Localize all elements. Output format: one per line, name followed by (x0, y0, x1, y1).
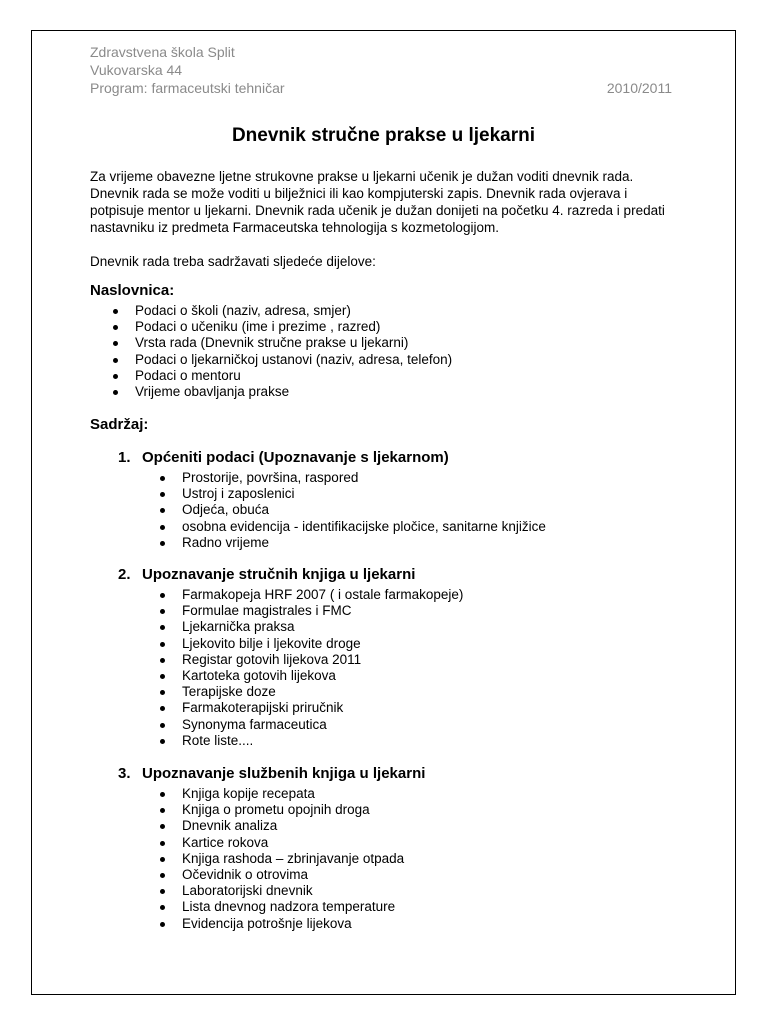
subsection-list (158, 587, 463, 749)
program-line (90, 79, 672, 97)
list-item: Vrijeme obavljanja prakse (111, 384, 452, 400)
list-item: Prostorije, površina, raspored (158, 470, 546, 486)
subsection-heading (118, 566, 415, 583)
school-year: 2010/2011 (606, 80, 672, 96)
list-item: Laboratorijski dnevnik (158, 883, 404, 899)
list-item: Lista dnevnog nadzora temperature (158, 899, 404, 915)
list-item: Knjiga o prometu opojnih droga (158, 802, 404, 818)
school-name: Zdravstvena škola Split (90, 44, 235, 60)
subsection-list (158, 470, 546, 551)
list-item: Farmakoterapijski priručnik (158, 700, 463, 716)
program-name: Program: farmaceutski tehničar (90, 80, 285, 96)
list-item: Podaci o učeniku (ime i prezime , razred) (111, 319, 452, 335)
subsection-title: Upoznavanje službenih knjiga u ljekarni (142, 765, 426, 782)
list-item: Dnevnik analiza (158, 818, 404, 834)
list-item: Registar gotovih lijekova 2011 (158, 652, 463, 668)
list-item: Evidencija potrošnje lijekova (158, 916, 404, 932)
list-item: osobna evidencija - identifikacijske pločice, sanitarne knjižice (158, 519, 546, 535)
list-item: Podaci o ljekarničkoj ustanovi (naziv, adresa, telefon) (111, 352, 452, 368)
list-item: Kartoteka gotovih lijekova (158, 668, 463, 684)
list-item: Vrsta rada (Dnevnik stručne prakse u ljekarni) (111, 335, 452, 351)
list-item: Knjiga kopije recepata (158, 786, 404, 802)
list-item: Ljekarnička praksa (158, 619, 463, 635)
subsection-title: Upoznavanje stručnih knjiga u ljekarni (142, 566, 416, 583)
document-title: Dnevnik stručne prakse u ljekarni (231, 125, 536, 146)
list-item: Terapijske doze (158, 684, 463, 700)
intro-text (90, 168, 675, 270)
subsection-number: 1. (118, 449, 131, 466)
subsection-heading (118, 765, 425, 782)
list-item: Formulae magistrales i FMC (158, 603, 463, 619)
list-item: Odjeća, obuća (158, 502, 546, 518)
list-item: Ljekovito bilje i ljekovite droge (158, 636, 463, 652)
list-item: Knjiga rashoda – zbrinjavanje otpada (158, 851, 404, 867)
section-heading-sadrzaj: Sadržaj: (90, 416, 149, 433)
list-item: Radno vrijeme (158, 535, 546, 551)
subsection-number: 3. (118, 765, 131, 782)
list-item: Synonyma farmaceutica (158, 717, 463, 733)
list-item: Rote liste.... (158, 733, 463, 749)
naslovnica-list (111, 303, 452, 400)
school-address: Vukovarska 44 (90, 62, 183, 78)
document-header (90, 43, 672, 97)
subsection-number: 2. (118, 566, 131, 583)
subsection-heading (118, 449, 449, 466)
section-heading-naslovnica: Naslovnica: (90, 282, 175, 299)
list-item: Kartice rokova (158, 835, 404, 851)
list-item: Ustroj i zaposlenici (158, 486, 546, 502)
subsection-list (158, 786, 404, 932)
intro-paragraph: Za vrijeme obavezne ljetne strukovne prakse u ljekarni učenik je dužan voditi dnevnik rada. Dnevnik rada se može voditi u bilježnici ili kao kompjuterski zapis. Dnevnik rada ovjerava i potpisuje mentor u ljekarni. Dnevnik rada učenik je dužan donijeti na početku 4. razreda i predati nastavniku iz predmeta Farmaceutska tehnologija s kozmetologijom. (90, 169, 665, 235)
list-item: Podaci o školi (naziv, adresa, smjer) (111, 303, 452, 319)
subsection-title: Općeniti podaci (Upoznavanje s ljekarnom) (142, 449, 449, 466)
intro-paragraph: Dnevnik rada treba sadržavati sljedeće dijelove: (90, 254, 376, 269)
list-item: Očevidnik o otrovima (158, 867, 404, 883)
list-item: Farmakopeja HRF 2007 ( i ostale farmakopeje) (158, 587, 463, 603)
document-page (31, 30, 736, 995)
list-item: Podaci o mentoru (111, 368, 452, 384)
